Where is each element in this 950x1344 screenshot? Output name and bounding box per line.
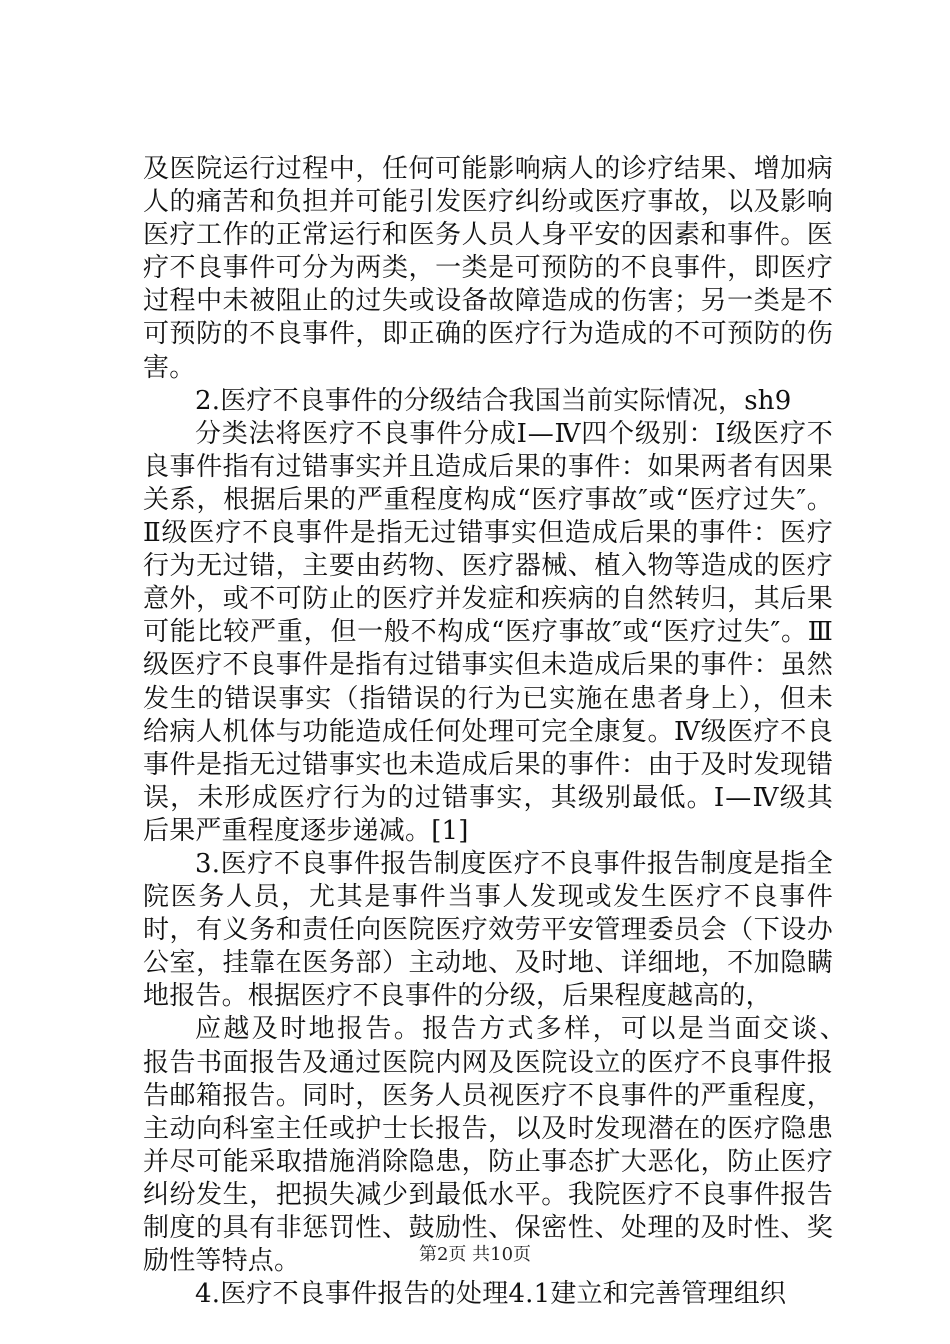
paragraph-section-3-reporting-system: 3.医疗不良事件报告制度医疗不良事件报告制度是指全院医务人员，尤其是事件当事人发现或发生医疗不良事件时，有义务和责任向医院医疗效劳平安管理委员会（下设办公室，挂靠在医务部）主动地、及时地、详细地，不加隐瞒地报告。根据医疗不良事件的分级，后果程度越高的， bbox=[143, 848, 833, 1012]
paragraph-definition-continued: 及医院运行过程中，任何可能影响病人的诊疗结果、增加病人的痛苦和负担并可能引发医疗纠纷或医疗事故，以及影响医疗工作的正常运行和医务人员人身平安的因素和事件。医疗不良事件可分为两类，一类是可预防的不良事件，即医疗过程中未被阻止的过失或设备故障造成的伤害；另一类是不可预防的不良事件，即正确的医疗行为造成的不可预防的伤害。 bbox=[143, 154, 833, 383]
paragraph-section-2-heading: 2.医疗不良事件的分级结合我国当前实际情况，sh9 bbox=[195, 385, 792, 416]
page-footer bbox=[0, 1244, 950, 1266]
page-number-label: 第2页 共10页 bbox=[418, 1244, 532, 1265]
paragraph-reporting-methods: 应越及时地报告。报告方式多样，可以是当面交谈、 报告书面报告及通过医院内网及医院设立的医疗不良事件报告邮箱报告。同时，医务人员视医疗不良事件的严重程度，主动向科室主任或护士长报告，以及时发现潜在的医疗隐患并尽可能采取措施消除隐患，防止事态扩大恶化，防止医疗纠纷发生，把损失减少到最低水平。我院医疗不良事件报告制度的具有非惩罚性、鼓励性、保密性、处理的及时性、奖励性等特点。 bbox=[143, 1014, 860, 1277]
paragraph-classification-levels: 分类法将医疗不良事件分成Ⅰ—Ⅳ四个级别：Ⅰ级医疗不良事件指有过错事实并且造成后果的事件：如果两者有因果关系，根据后果的严重程度构成“医疗事故″或“医疗过失″。Ⅱ级医疗不良事件是指无过错事实但造成后果的事件：医疗行为无过错，主要由药物、医疗器械、植入物等造成的医疗意外，或不可防止的医疗并发症和疾病的自然转归，其后果可能比较严重，但一般不构成“医疗事故″或“医疗过失″。Ⅲ级医疗不良事件是指有过错事实但未造成后果的事件：虽然发生的错误事实（指错误的行为已实施在患者身上），但未给病人机体与功能造成任何处理可完全康复。Ⅳ级医疗不良事件是指无过错事实也未造成后果的事件：由于及时发现错误，未形成医疗行为的过错事实，其级别最低。Ⅰ—Ⅳ级其后果严重程度逐步递减。[1] bbox=[143, 418, 833, 846]
document-body bbox=[143, 153, 860, 1311]
paragraph-section-4-heading: 4.医疗不良事件报告的处理4.1建立和完善管理组织 bbox=[195, 1279, 787, 1310]
